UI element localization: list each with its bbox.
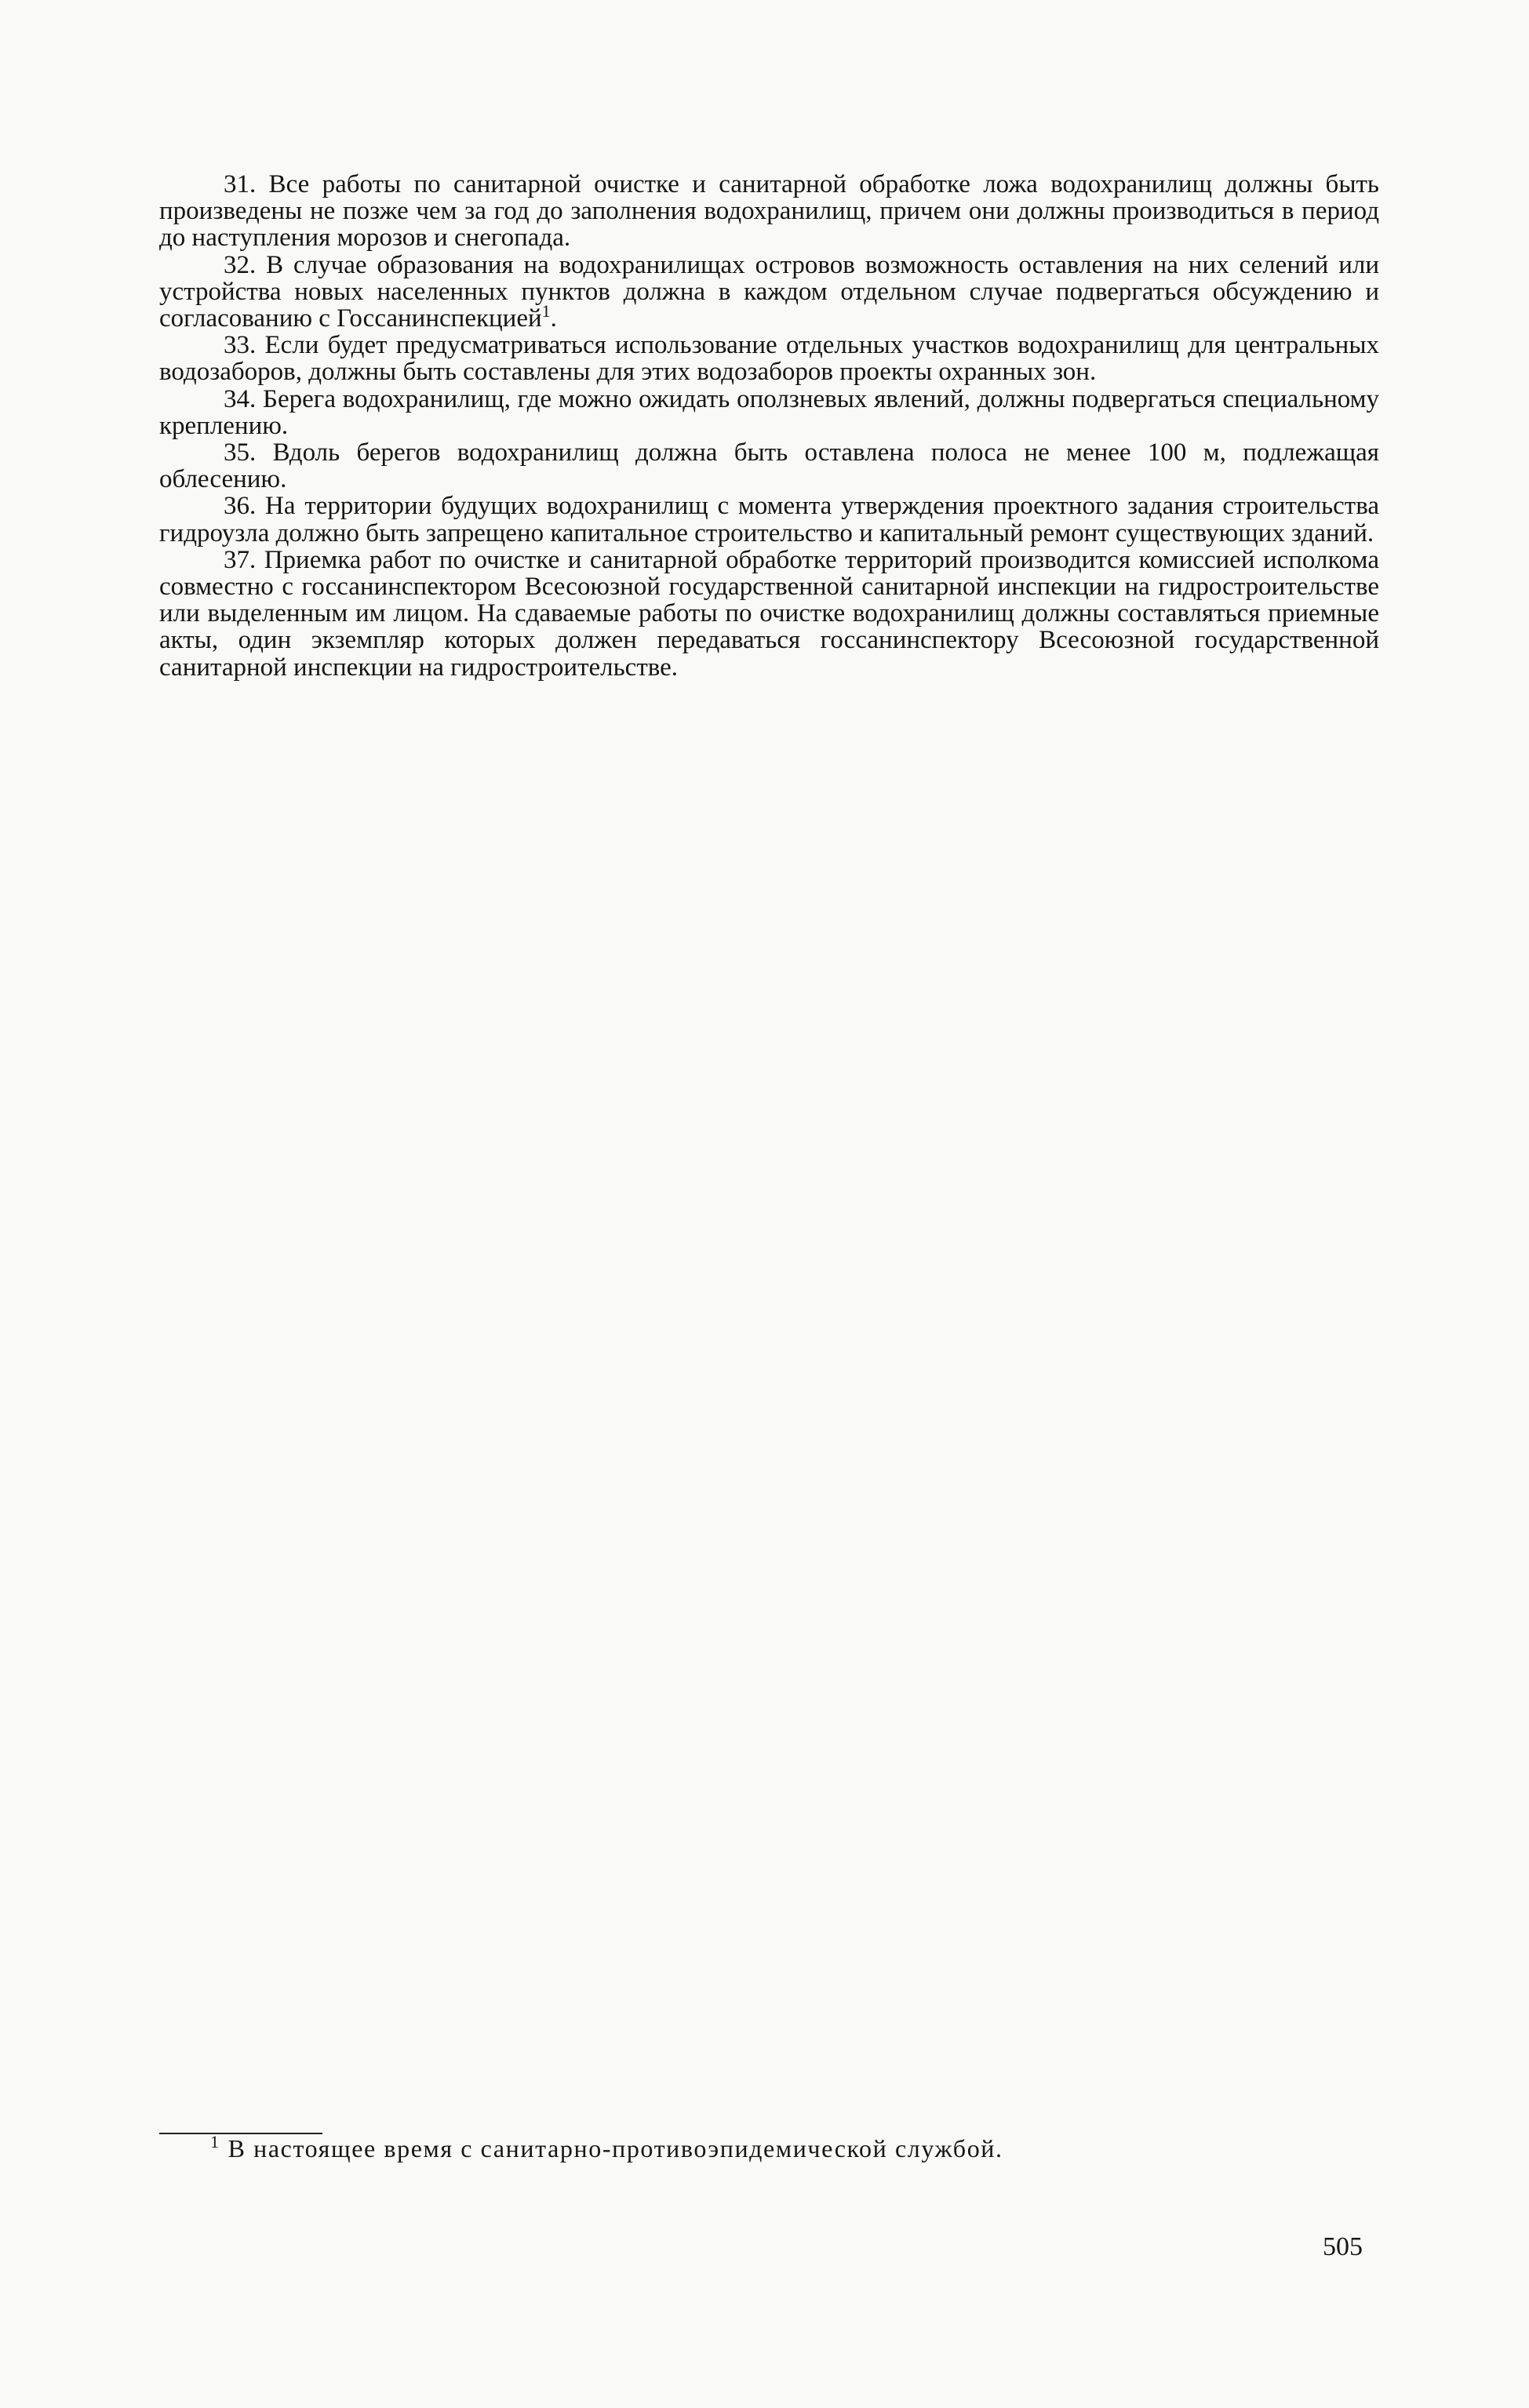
paragraph-35-text: 35. Вдоль берегов водохранилищ должна быть оставлена полоса не менее 100 м, подлежащая облесению. bbox=[159, 438, 1379, 494]
paragraph-32-end: . bbox=[550, 304, 557, 333]
paragraph-31 bbox=[159, 171, 1379, 252]
paragraph-37 bbox=[159, 547, 1379, 681]
footnote-mark: 1 bbox=[210, 2132, 220, 2152]
paragraph-36-text: 36. На территории будущих водохранилищ с момента утверждения проектного задания строительства гидроузла должно быть запрещено капитальное строительство и капитальный ремонт существующих зданий. bbox=[159, 492, 1379, 547]
main-text bbox=[159, 171, 1379, 681]
footnote bbox=[210, 2132, 1230, 2162]
paragraph-35 bbox=[159, 439, 1379, 493]
footnote-text: В настоящее время с санитарно-противоэпидемической службой. bbox=[228, 2134, 1003, 2162]
paragraph-37-text: 37. Приемка работ по очистке и санитарной обработке территорий производится комиссией исполкома совместно с госсанинспектором Всесоюзной государственной санитарной инспекции на гидростроительстве или выделенным им лицом. На сдаваемые работы по очистке водохранилищ должны составляться приемные акты, один экземпляр которых должен передаваться госсанинспектору Всесоюзной государственной санитарной инспекции на гидростроительстве. bbox=[159, 545, 1379, 682]
paragraph-32 bbox=[159, 252, 1379, 333]
paragraph-34 bbox=[159, 386, 1379, 439]
paragraph-34-text: 34. Берега водохранилищ, где можно ожидать оползневых явлений, должны подвергаться специальному креплению. bbox=[159, 384, 1379, 440]
paragraph-36 bbox=[159, 493, 1379, 546]
footnote-reference: 1 bbox=[541, 301, 551, 322]
paragraph-33-text: 33. Если будет предусматриваться использование отдельных участков водохранилищ для центральных водозаборов, должны быть составлены для этих водозаборов проекты охранных зон. bbox=[159, 331, 1379, 387]
paragraph-32-text: 32. В случае образования на водохранилищах островов возможность оставления на них селений или устройства новых населенных пунктов должна в каждом отдельном случае подвергаться обсуждению и согласованию с Госсанинспекцией bbox=[159, 250, 1379, 333]
paragraph-33 bbox=[159, 332, 1379, 385]
paragraph-31-text: 31. Все работы по санитарной очистке и санитарной обработке ложа водохранилищ должны быть произведены не позже чем за год до заполнения водохранилищ, причем они должны производиться в период до наступления морозов и снегопада. bbox=[159, 170, 1379, 253]
page-number: 505 bbox=[1323, 2232, 1363, 2261]
